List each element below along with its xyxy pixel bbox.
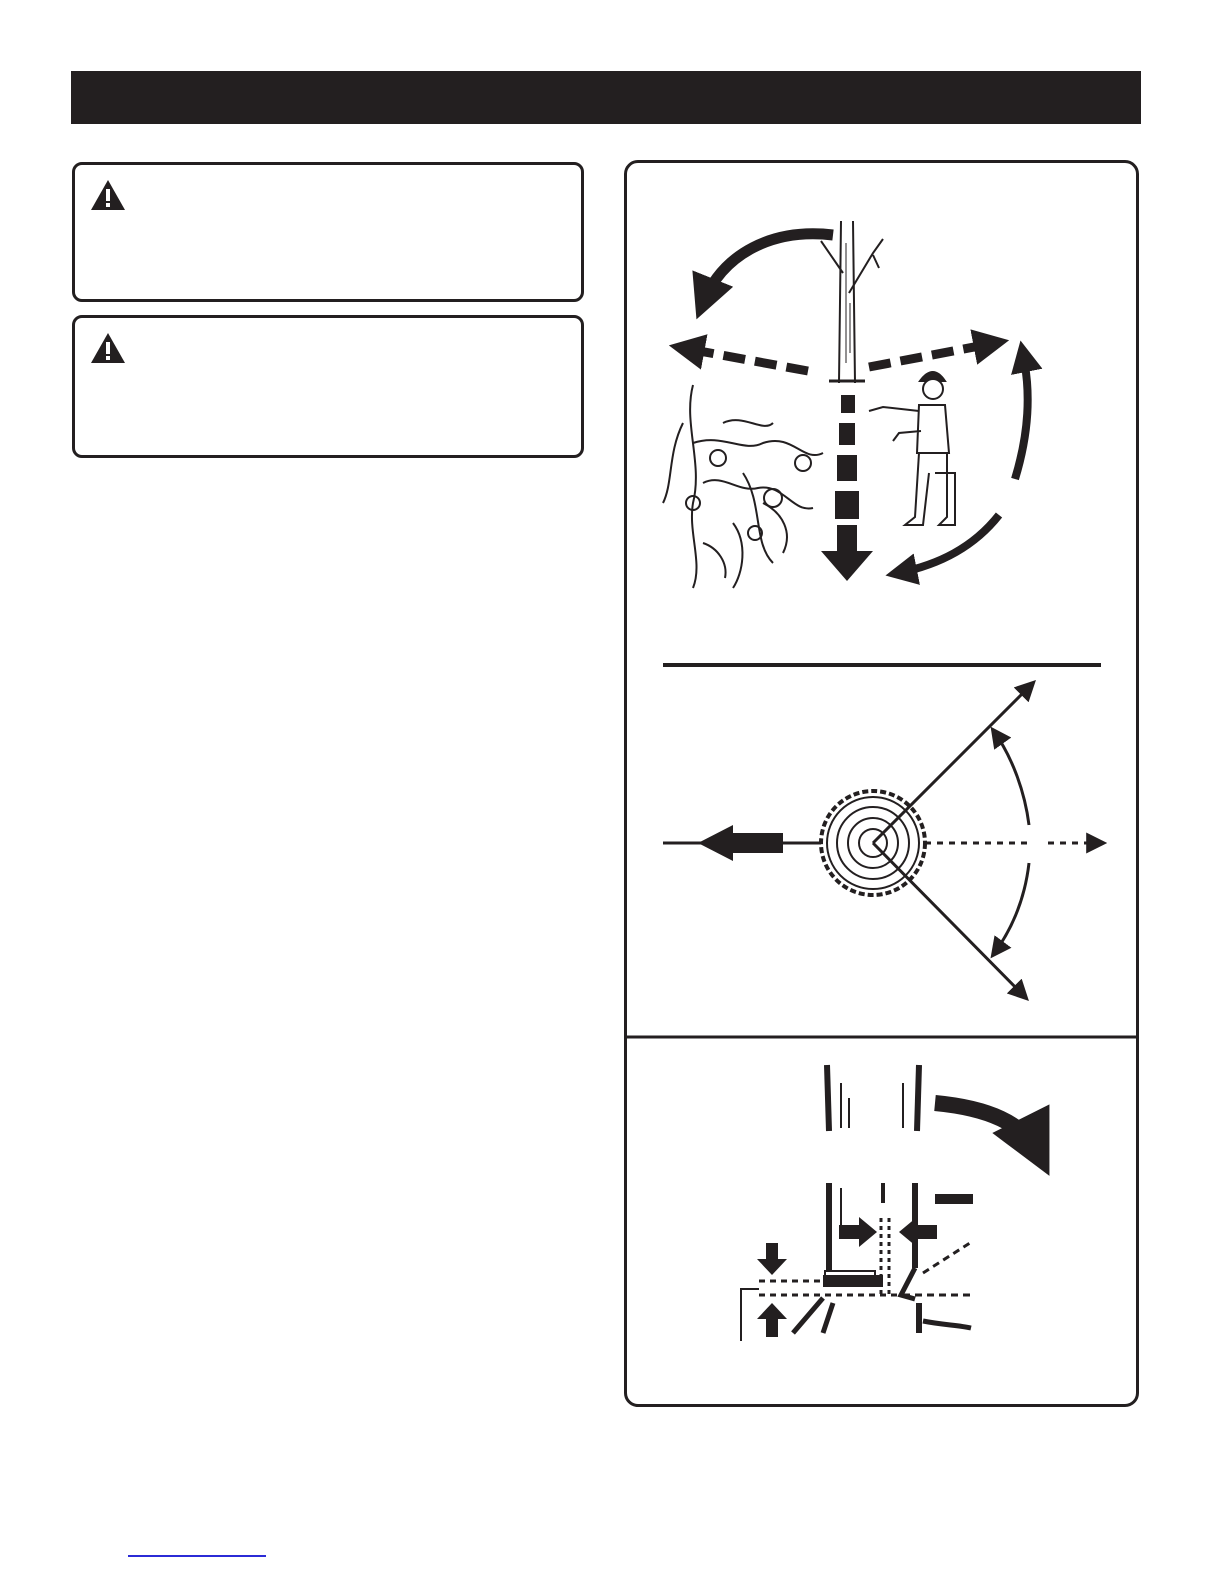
warning-box-2 (72, 315, 584, 458)
retreat-angle-arrow-icon (873, 843, 1026, 998)
notch-cut-figure (741, 1065, 1038, 1341)
tree-icon (821, 221, 883, 383)
fall-direction-arrow-icon (698, 825, 783, 861)
retreat-path-arrow-icon (1015, 353, 1028, 479)
warning-triangle-icon (90, 179, 126, 211)
worker-icon (869, 372, 955, 525)
fall-arc-arrow-icon (703, 234, 833, 303)
warning-box-1 (72, 162, 584, 302)
notch-cut-icon (901, 1241, 973, 1299)
footer-link-underline[interactable] (128, 1555, 266, 1557)
retreat-angle-arrow-icon (873, 683, 1033, 843)
retreat-angles-figure (663, 683, 1103, 998)
brush-icon (663, 385, 823, 588)
fall-direction-arrow-icon (935, 1103, 1038, 1153)
left-dashed-arrow-icon (683, 348, 808, 371)
felling-area-figure (663, 221, 1028, 588)
stump-height-arrow-icon (757, 1243, 787, 1337)
header-bar (71, 71, 1141, 124)
right-dashed-arrow-icon (869, 343, 995, 367)
figure-panel (624, 160, 1139, 1407)
fall-direction-arrow-icon (821, 395, 873, 581)
trunk-icon (827, 1065, 919, 1131)
warning-triangle-icon (90, 332, 126, 364)
